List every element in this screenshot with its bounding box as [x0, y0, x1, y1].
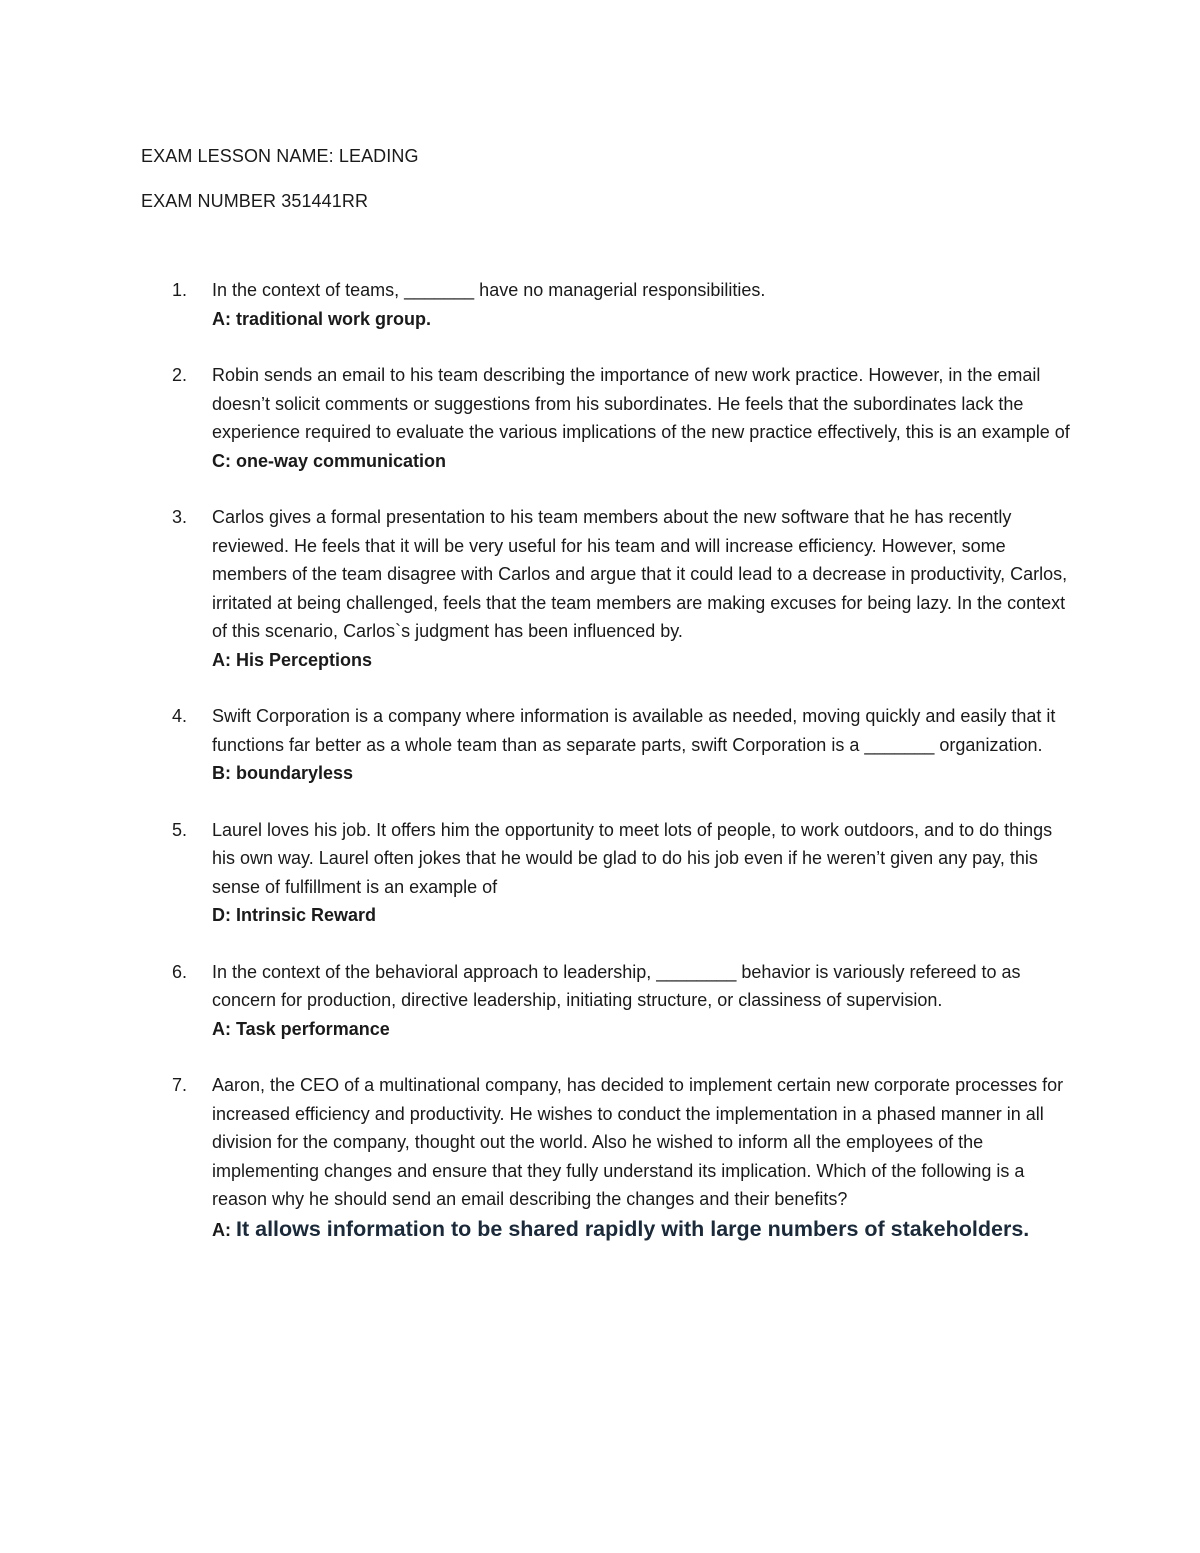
question-answer: C: one-way communication — [212, 450, 447, 471]
answer-body: It allows information to be shared rapidly with large numbers of stakeholders. — [236, 1216, 1030, 1241]
question-answer: A: Task performance — [212, 1018, 390, 1039]
question-2 — [172, 361, 1072, 475]
question-text: Carlos gives a formal presentation to his team members about the new software that he has recently reviewed. He feels that it will be very useful for his team and will increase efficiency. However, some members of the team disagree with Carlos and argue that it could lead to a decrease in productivity, Carlos, irritated at being challenged, feels that the team members are making excuses for being lazy. In the context of this scenario, Carlos`s judgment has been influenced by. — [212, 507, 1068, 641]
exam-number: EXAM NUMBER 351441RR — [141, 191, 369, 211]
question-answer: A: His Perceptions — [212, 649, 373, 670]
question-3 — [172, 503, 1072, 674]
exam-lesson-name: EXAM LESSON NAME: LEADING — [141, 146, 419, 166]
question-1 — [172, 276, 1072, 333]
question-number: 7. — [172, 1075, 188, 1095]
question-text: Robin sends an email to his team describing the importance of new work practice. However, in the email doesn’t solicit comments or suggestions from his subordinates. He feels that the subordinates lack the experience required to evaluate the various implications of the new practice effectively, this is an example of — [212, 365, 1070, 442]
question-text: Swift Corporation is a company where information is available as needed, moving quickly and easily that it functions far better as a whole team than as separate parts, swift Corporation is a _______ organization. — [212, 706, 1056, 755]
question-7 — [172, 1071, 1072, 1245]
question-5 — [172, 816, 1072, 930]
question-4 — [172, 702, 1072, 788]
question-answer: D: Intrinsic Reward — [212, 905, 377, 925]
question-list — [172, 276, 1072, 1273]
question-number: 1. — [172, 280, 188, 300]
question-number: 6. — [172, 961, 188, 982]
question-6 — [172, 958, 1072, 1044]
question-answer: A: traditional work group. — [212, 308, 431, 329]
question-number: 5. — [172, 819, 188, 840]
question-answer — [212, 1214, 1072, 1245]
question-number: 4. — [172, 706, 188, 726]
question-text: In the context of the behavioral approach to leadership, ________ behavior is variously refereed to as concern for production, directive leadership, initiating structure, or classiness of supervision. — [212, 961, 1021, 1010]
question-number: 3. — [172, 507, 188, 527]
question-number: 2. — [172, 365, 188, 385]
question-text: Laurel loves his job. It offers him the opportunity to meet lots of people, to work outdoors, and to do things his own way. Laurel often jokes that he would be glad to do his job even if he weren’t given any pay, this sense of fulfillment is an example of — [212, 819, 1053, 897]
answer-prefix: A: — [212, 1219, 236, 1240]
question-text: Aaron, the CEO of a multinational company, has decided to implement certain new corporate processes for increased efficiency and productivity. He wishes to conduct the implementation in a phased manner in all division for the company, thought out the world. Also he wished to inform all the employees of the implementing changes and ensure that they fully understand its implication. Which of the following is a reason why he should send an email describing the changes and their benefits? — [212, 1075, 1064, 1209]
question-answer: B: boundaryless — [212, 763, 354, 783]
question-text: In the context of teams, _______ have no managerial responsibilities. — [212, 280, 766, 300]
